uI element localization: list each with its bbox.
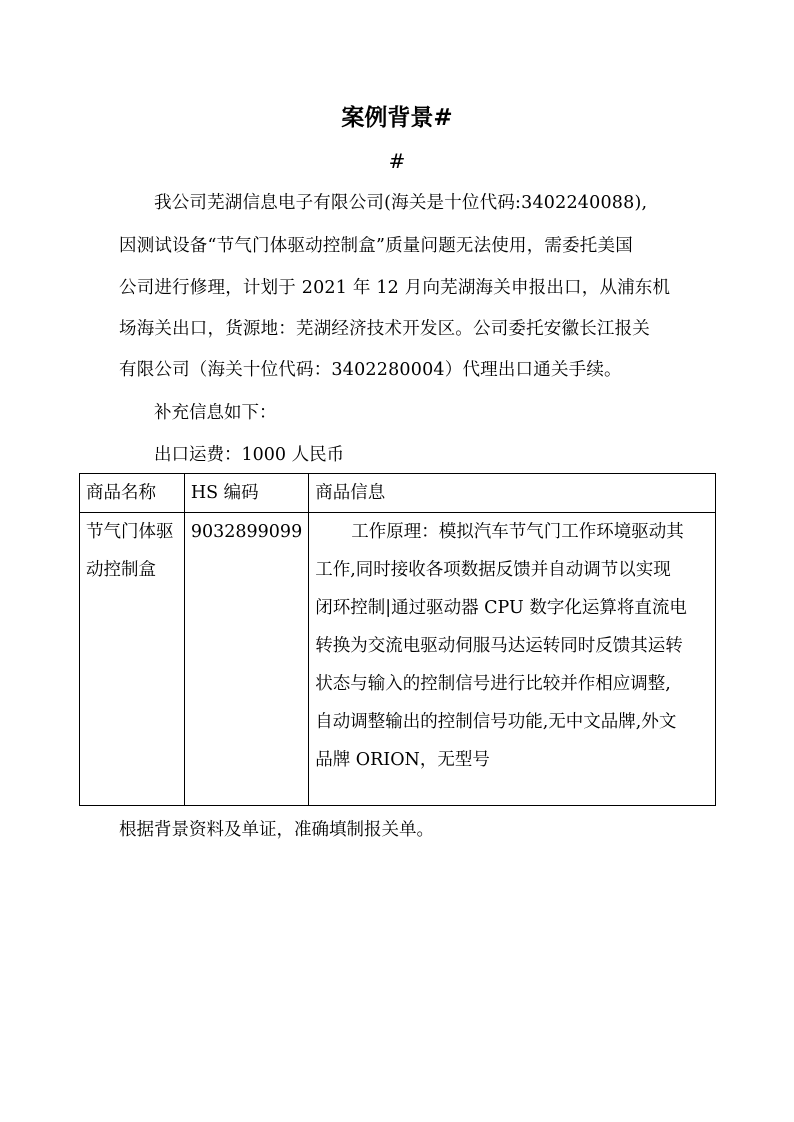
goods-info-line: 闭环控制|通过驱动器 CPU 数字化运算将直流电 — [315, 598, 687, 618]
supplement-label: 补充信息如下： — [154, 403, 277, 423]
goods-name-line: 节气门体驱 — [86, 522, 174, 542]
header-hs-code: HS 编码 — [184, 474, 308, 513]
goods-info-line: 自动调整输出的控制信号功能,无中文品牌,外文 — [315, 712, 677, 732]
instruction-line: 根据背景资料及单证，准确填制报关单。 — [119, 820, 434, 840]
table-header-row — [80, 474, 716, 513]
hs-code-value: 9032899099 — [190, 522, 303, 542]
hash-line: # — [388, 149, 406, 173]
paragraph-line-5: 有限公司（海关十位代码：3402280004）代理出口通关手续。 — [119, 360, 622, 380]
goods-name-cell — [80, 513, 185, 806]
paragraph-line-2: 因测试设备“节气门体驱动控制盒”质量问题无法使用，需委托美国 — [119, 236, 633, 256]
goods-table — [79, 473, 716, 806]
paragraph-line-4: 场海关出口，货源地：芜湖经济技术开发区。公司委托安徽长江报关 — [119, 319, 650, 339]
goods-info-line: 状态与输入的控制信号进行比较并作相应调整, — [315, 674, 671, 694]
table-row — [80, 513, 716, 806]
goods-info-line: 品牌 ORION，无型号 — [315, 750, 490, 770]
header-goods-info: 商品信息 — [309, 474, 716, 513]
goods-info-line: 工作原理：模拟汽车节气门工作环境驱动其 — [351, 522, 684, 542]
goods-info-line: 工作,同时接收各项数据反馈并自动调节以实现 — [315, 560, 671, 580]
goods-info-line: 转换为交流电驱动伺服马达运转同时反馈其运转 — [315, 636, 683, 656]
freight-line: 出口运费：1000 人民币 — [154, 445, 345, 465]
paragraph-line-3: 公司进行修理，计划于 2021 年 12 月向芜湖海关申报出口，从浦东机 — [119, 278, 671, 298]
page-title: 案例背景# — [341, 105, 453, 131]
goods-info-cell — [309, 513, 716, 806]
hs-code-cell — [184, 513, 308, 806]
header-goods-name: 商品名称 — [80, 474, 185, 513]
paragraph-line-1: 我公司芜湖信息电子有限公司(海关是十位代码:3402240088), — [154, 193, 648, 213]
goods-name-line: 动控制盒 — [86, 560, 156, 580]
